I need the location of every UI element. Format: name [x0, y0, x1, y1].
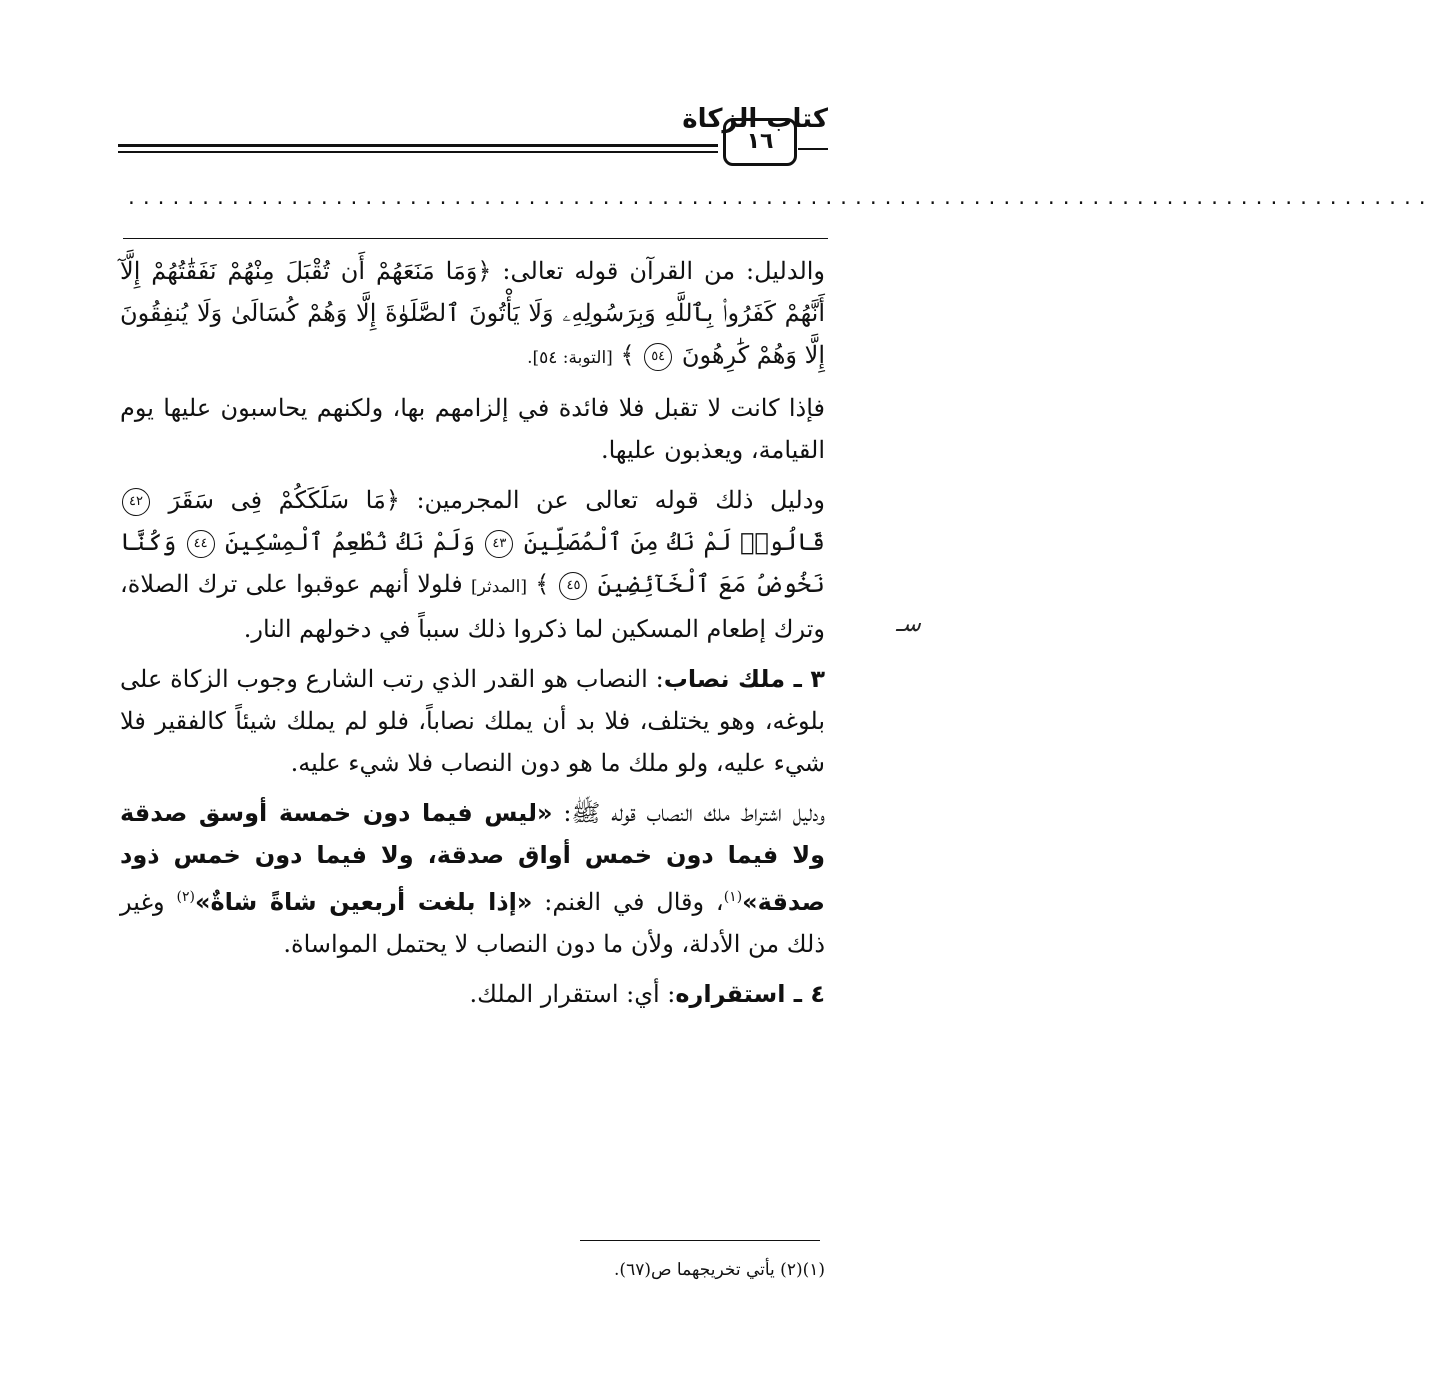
hadith-quote: «ليس فيما دون خمسة أوسق صدقة ولا فيما دون خمس أواق صدقة، ولا فيما دون خمس ذود صدقة»: [120, 799, 825, 916]
footnote-item: (١)(٢) يأتي تخريجهما ص(٦٧).: [614, 1260, 825, 1280]
footnote-divider: [580, 1240, 820, 1241]
header-rule-left: [798, 148, 828, 150]
quran-verse: وَكُنَّا نَخُوضُ مَعَ ٱلْخَآئِضِينَ: [120, 528, 825, 598]
header-rule-bottom: [118, 151, 718, 153]
text: : النصاب هو القدر الذي رتب الشارع وجوب الزكاة على بلوغه، وهو يختلف، فلا بد أن يملك نصاباً، فلو لم يملك شيئاً كالفقير فلا شيء عليه، ولو ملك ما هو دون النصاب فلا شيء عليه.: [120, 665, 825, 777]
text: ودليل ذلك قوله تعالى عن المجرمين:: [399, 486, 825, 514]
text: ، وقال في الغنم:: [532, 888, 724, 916]
paragraph-evidence-criminals: [120, 479, 825, 650]
quran-verse: قَالُوا۟ لَمْ نَكُ مِنَ ٱلْمُصَلِّينَ: [523, 528, 825, 556]
verse-number-marker: ٤٥: [559, 572, 587, 600]
item-heading: ملك نصاب: [663, 665, 786, 693]
text: : أي: استقرار الملك.: [469, 980, 676, 1008]
verse-number-marker: ٤٣: [485, 530, 513, 558]
paragraph-nisab: [120, 658, 825, 784]
quran-close-bracket: ﴾: [535, 570, 550, 598]
header-rule-top: [118, 144, 718, 147]
page-number: ١٦: [723, 118, 797, 166]
verse-number-marker: ٥٤: [644, 343, 672, 371]
text: فلولا أنهم عوقبوا على ترك الصلاة، وترك إطعام المسكين لما ذكروا ذلك سبباً في دخولهم النار.: [120, 570, 825, 643]
surah-reference: [المدثر]: [470, 577, 527, 597]
item-number: ٣ ـ: [785, 665, 825, 693]
dot-leader: ........................................................................................: [126, 188, 1432, 209]
footnotes: [120, 1258, 825, 1282]
quran-close-bracket: ﴾: [620, 341, 635, 369]
hadith-quote: «إذا بلغت أربعين شاةً شاةٌ»: [194, 888, 533, 916]
surah-reference: [التوبة: ٥٤].: [527, 348, 613, 368]
verse-number-marker: ٤٢: [122, 488, 150, 516]
section-divider: [123, 238, 828, 239]
text: وغير ذلك من الأدلة، ولأن ما دون النصاب لا يحتمل المواساة.: [120, 888, 825, 958]
paragraph-evidence-quran: [120, 250, 825, 379]
footnote-marker[interactable]: (٢): [176, 889, 195, 905]
book-title: كتاب الزكاة: [682, 104, 828, 134]
text: ودليل اشتراط ملك النصاب قوله ﷺ:: [552, 799, 825, 827]
running-header: [118, 104, 828, 164]
paragraph-stability: [120, 973, 825, 1015]
item-number: ٤ ـ: [785, 980, 825, 1008]
footnote-marker[interactable]: (١): [723, 889, 743, 905]
text: والدليل: من القرآن قوله تعالى:: [491, 257, 826, 285]
quran-verse: ﴿مَا سَلَكَكُمْ فِى سَقَرَ: [168, 486, 400, 514]
paragraph-nisab-evidence: [120, 792, 825, 965]
paragraph-no-benefit: فإذا كانت لا تقبل فلا فائدة في إلزامهم بها، ولكنهم يحاسبون عليها يوم القيامة، ويعذبون عليها.: [120, 394, 825, 464]
body-text: [120, 250, 825, 1023]
quran-verse: وَلَمْ نَكُ نُطْعِمُ ٱلْمِسْكِينَ: [224, 528, 476, 556]
margin-note: سـ: [896, 612, 921, 637]
quran-verse: ﴿وَمَا مَنَعَهُمْ أَن تُقْبَلَ مِنْهُمْ نَفَقَٰتُهُمْ إِلَّآ أَنَّهُمْ كَفَرُوا۟ بِٱللَّهِ وَبِرَسُولِهِۦ وَلَا يَأْتُونَ ٱلصَّلَوٰةَ إِلَّا وَهُمْ كُسَالَىٰ وَلَا يُنفِقُونَ إِلَّا وَهُمْ كَٰرِهُونَ: [120, 257, 825, 369]
item-heading: استقراره: [675, 980, 786, 1008]
verse-number-marker: ٤٤: [187, 530, 215, 558]
